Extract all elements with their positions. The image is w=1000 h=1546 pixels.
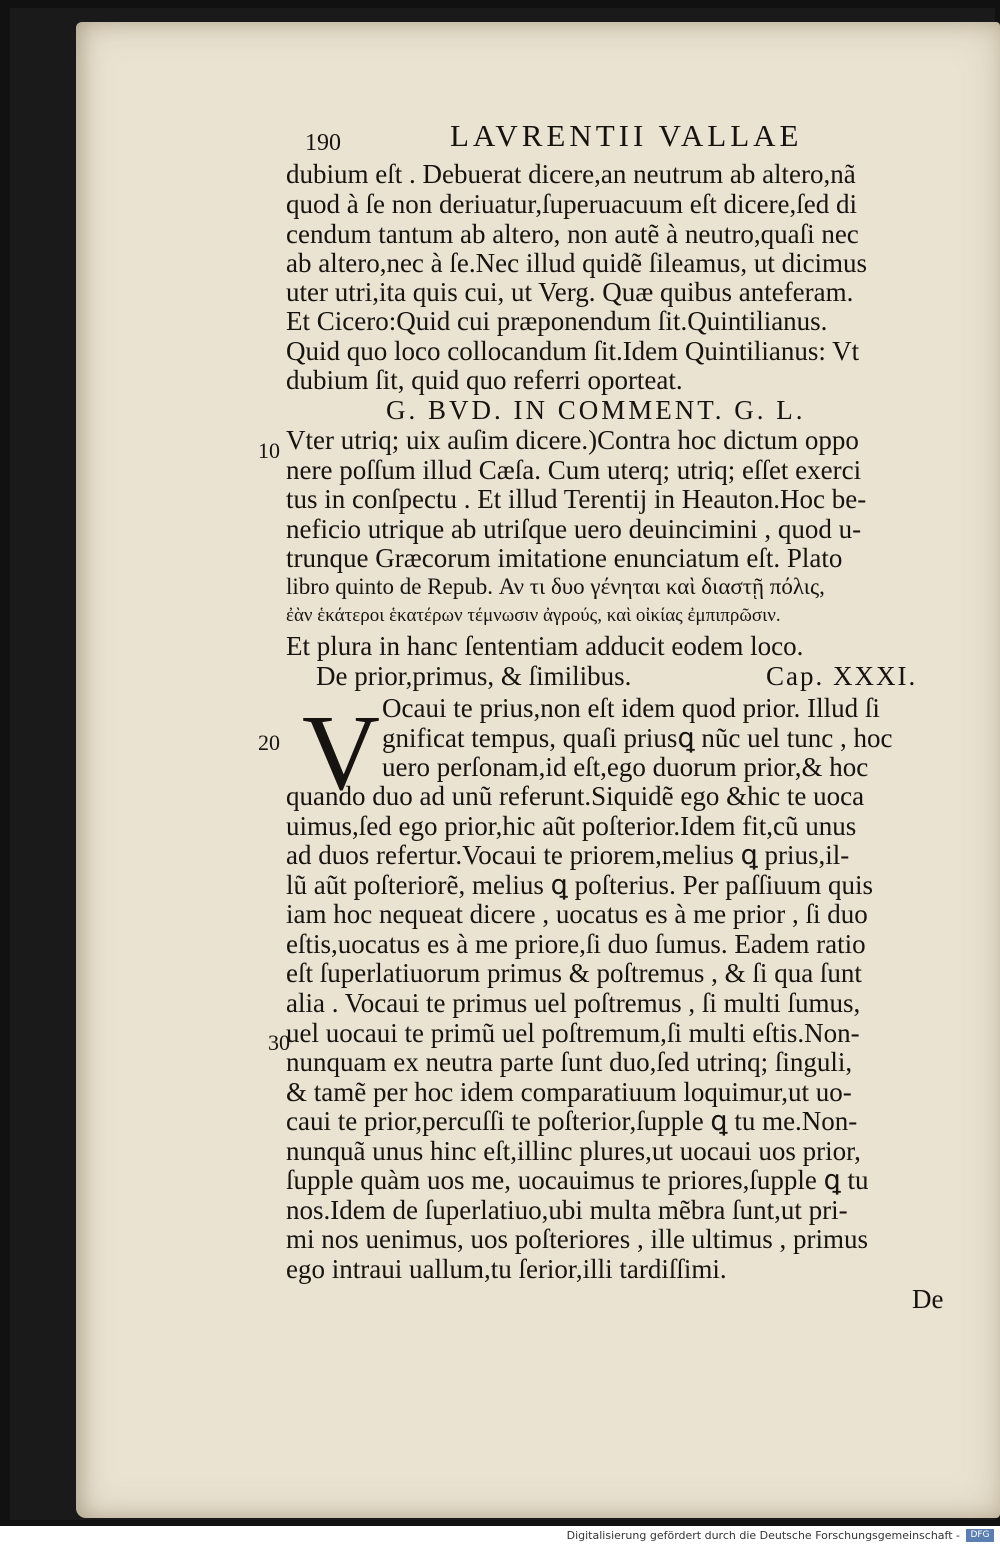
text-line: uimus,ſed ego prior,hic aũt poſterior.Idem fit,cũ unus [286, 811, 857, 841]
text-line: ſupple quàm uos me, uocauimus te priores,ſupple ꝗ tu [286, 1165, 869, 1195]
text-line: & tamẽ per hoc idem comparatiuum loquimur,ut uo- [286, 1077, 852, 1107]
text-line: cendum tantum ab altero, non autẽ à neutro,quaſi nec [286, 219, 859, 249]
text-line: alia . Vocaui te primus uel poſtremus , ſi multi ſumus, [286, 988, 861, 1018]
text-line: Vter utriq; uix auſim dicere.)Contra hoc dictum oppo [286, 425, 859, 455]
text-line: dubium ſit, quid quo referri oporteat. [286, 365, 683, 395]
text-line: libro quinto de Repub. Αν τι δυο γένηται καὶ διαστῇ πόλις, [286, 574, 825, 599]
line-number-30: 30 [268, 1030, 290, 1055]
text-line: Quid quo loco collocandum ſit.Idem Quintilianus: Vt [286, 336, 860, 366]
chapter-number: Cap. XXXI. [766, 661, 918, 691]
text-line: iam hoc nequeat dicere , uocatus es à me prior , ſi duo [286, 899, 868, 929]
text-line: neficio utrique ab utriſque uero deuincimini , quod u- [286, 514, 862, 544]
text-line: nunquam ex neutra parte ſunt duo,ſed utrinq; ſinguli, [286, 1047, 853, 1077]
greek-line: ἐὰν ἑκάτεροι ἑκατέρων τέμνωσιν ἀγρούς, καὶ οἰκίας ἐμπιπρῶσιν. [286, 605, 781, 626]
text-line: eſtis,uocatus es à me priore,ſi duo ſumus. Eadem ratio [286, 929, 866, 959]
text-line: ego intraui uallum,tu ſerior,illi tardiſſimi. [286, 1254, 727, 1284]
text-line: nos.Idem de ſuperlatiuo,ubi multa mẽbra ſunt,ut pri- [286, 1195, 848, 1225]
text-line: Ocaui te prius,non eſt idem quod prior. Illud ſi [382, 693, 880, 723]
page-number: 190 [305, 130, 341, 156]
section-heading: G. BVD. IN COMMENT. G. L. [386, 395, 806, 425]
catchword: De [912, 1284, 944, 1314]
footer-bar [0, 1526, 1000, 1546]
text-line: quod à ſe non deriuatur,ſuperuacuum eſt dicere,ſed di [286, 189, 857, 219]
text-line: quando duo ad unũ referunt.Siquidẽ ego &hic te uoca [286, 781, 865, 811]
line-number-10: 10 [258, 438, 280, 463]
text-line: trunque Græcorum imitatione enunciatum eſt. Plato [286, 543, 843, 573]
text-line: uter utri,ita quis cui, ut Verg. Quæ quibus anteferam. [286, 277, 854, 307]
dfg-logo: DFG [966, 1529, 994, 1542]
text-line: uel uocaui te primũ uel poſtremum,ſi multi eſtis.Non- [286, 1018, 860, 1048]
text-line: uero perſonam,id eſt,ego duorum prior,& hoc [382, 752, 869, 782]
text-line: gnificat tempus, quaſi priusꝗ nũc uel tunc , hoc [382, 723, 893, 753]
running-head [305, 118, 945, 158]
text-line: nunquã unus hinc eſt,illinc plures,ut uocaui uos prior, [286, 1136, 861, 1166]
footer-credit: Digitalisierung gefördert durch die Deutsche Forschungsgemeinschaft - [566, 1529, 960, 1542]
text-line: eſt ſuperlatiuorum primus & poſtremus , & ſi qua ſunt [286, 958, 862, 988]
drop-cap: V [302, 694, 380, 813]
text-line: ab altero,nec à ſe.Nec illud quidẽ ſileamus, ut dicimus [286, 248, 868, 278]
text-line: dubium eſt . Debuerat dicere,an neutrum ab altero,nã [286, 159, 856, 189]
text-block [286, 160, 956, 1320]
running-title: LAVRENTII VALLAE [450, 118, 803, 153]
text-line: tus in conſpectu . Et illud Terentij in Heauton.Hoc be- [286, 484, 867, 514]
text-line: nere poſſum illud Cæſa. Cum uterq; utriq; eſſet exerci [286, 455, 862, 485]
text-line: Et Cicero:Quid cui præponendum ſit.Quintilianus. [286, 306, 828, 336]
text-line: ad duos refertur.Vocaui te priorem,melius ꝗ prius,il- [286, 840, 850, 870]
text-line: lũ aũt poſteriorẽ, melius ꝗ poſterius. Per paſſiuum quis [286, 870, 874, 900]
text-line: caui te prior,percuſſi te poſterior,ſupple ꝗ tu me.Non- [286, 1106, 858, 1136]
chapter-title: De prior,primus, & ſimilibus. [316, 661, 632, 691]
text-line: Et plura in hanc ſententiam adducit eodem loco. [286, 631, 804, 661]
line-number-20: 20 [258, 730, 280, 755]
text-line: mi nos uenimus, uos poſteriores , ille ultimus , primus [286, 1224, 868, 1254]
